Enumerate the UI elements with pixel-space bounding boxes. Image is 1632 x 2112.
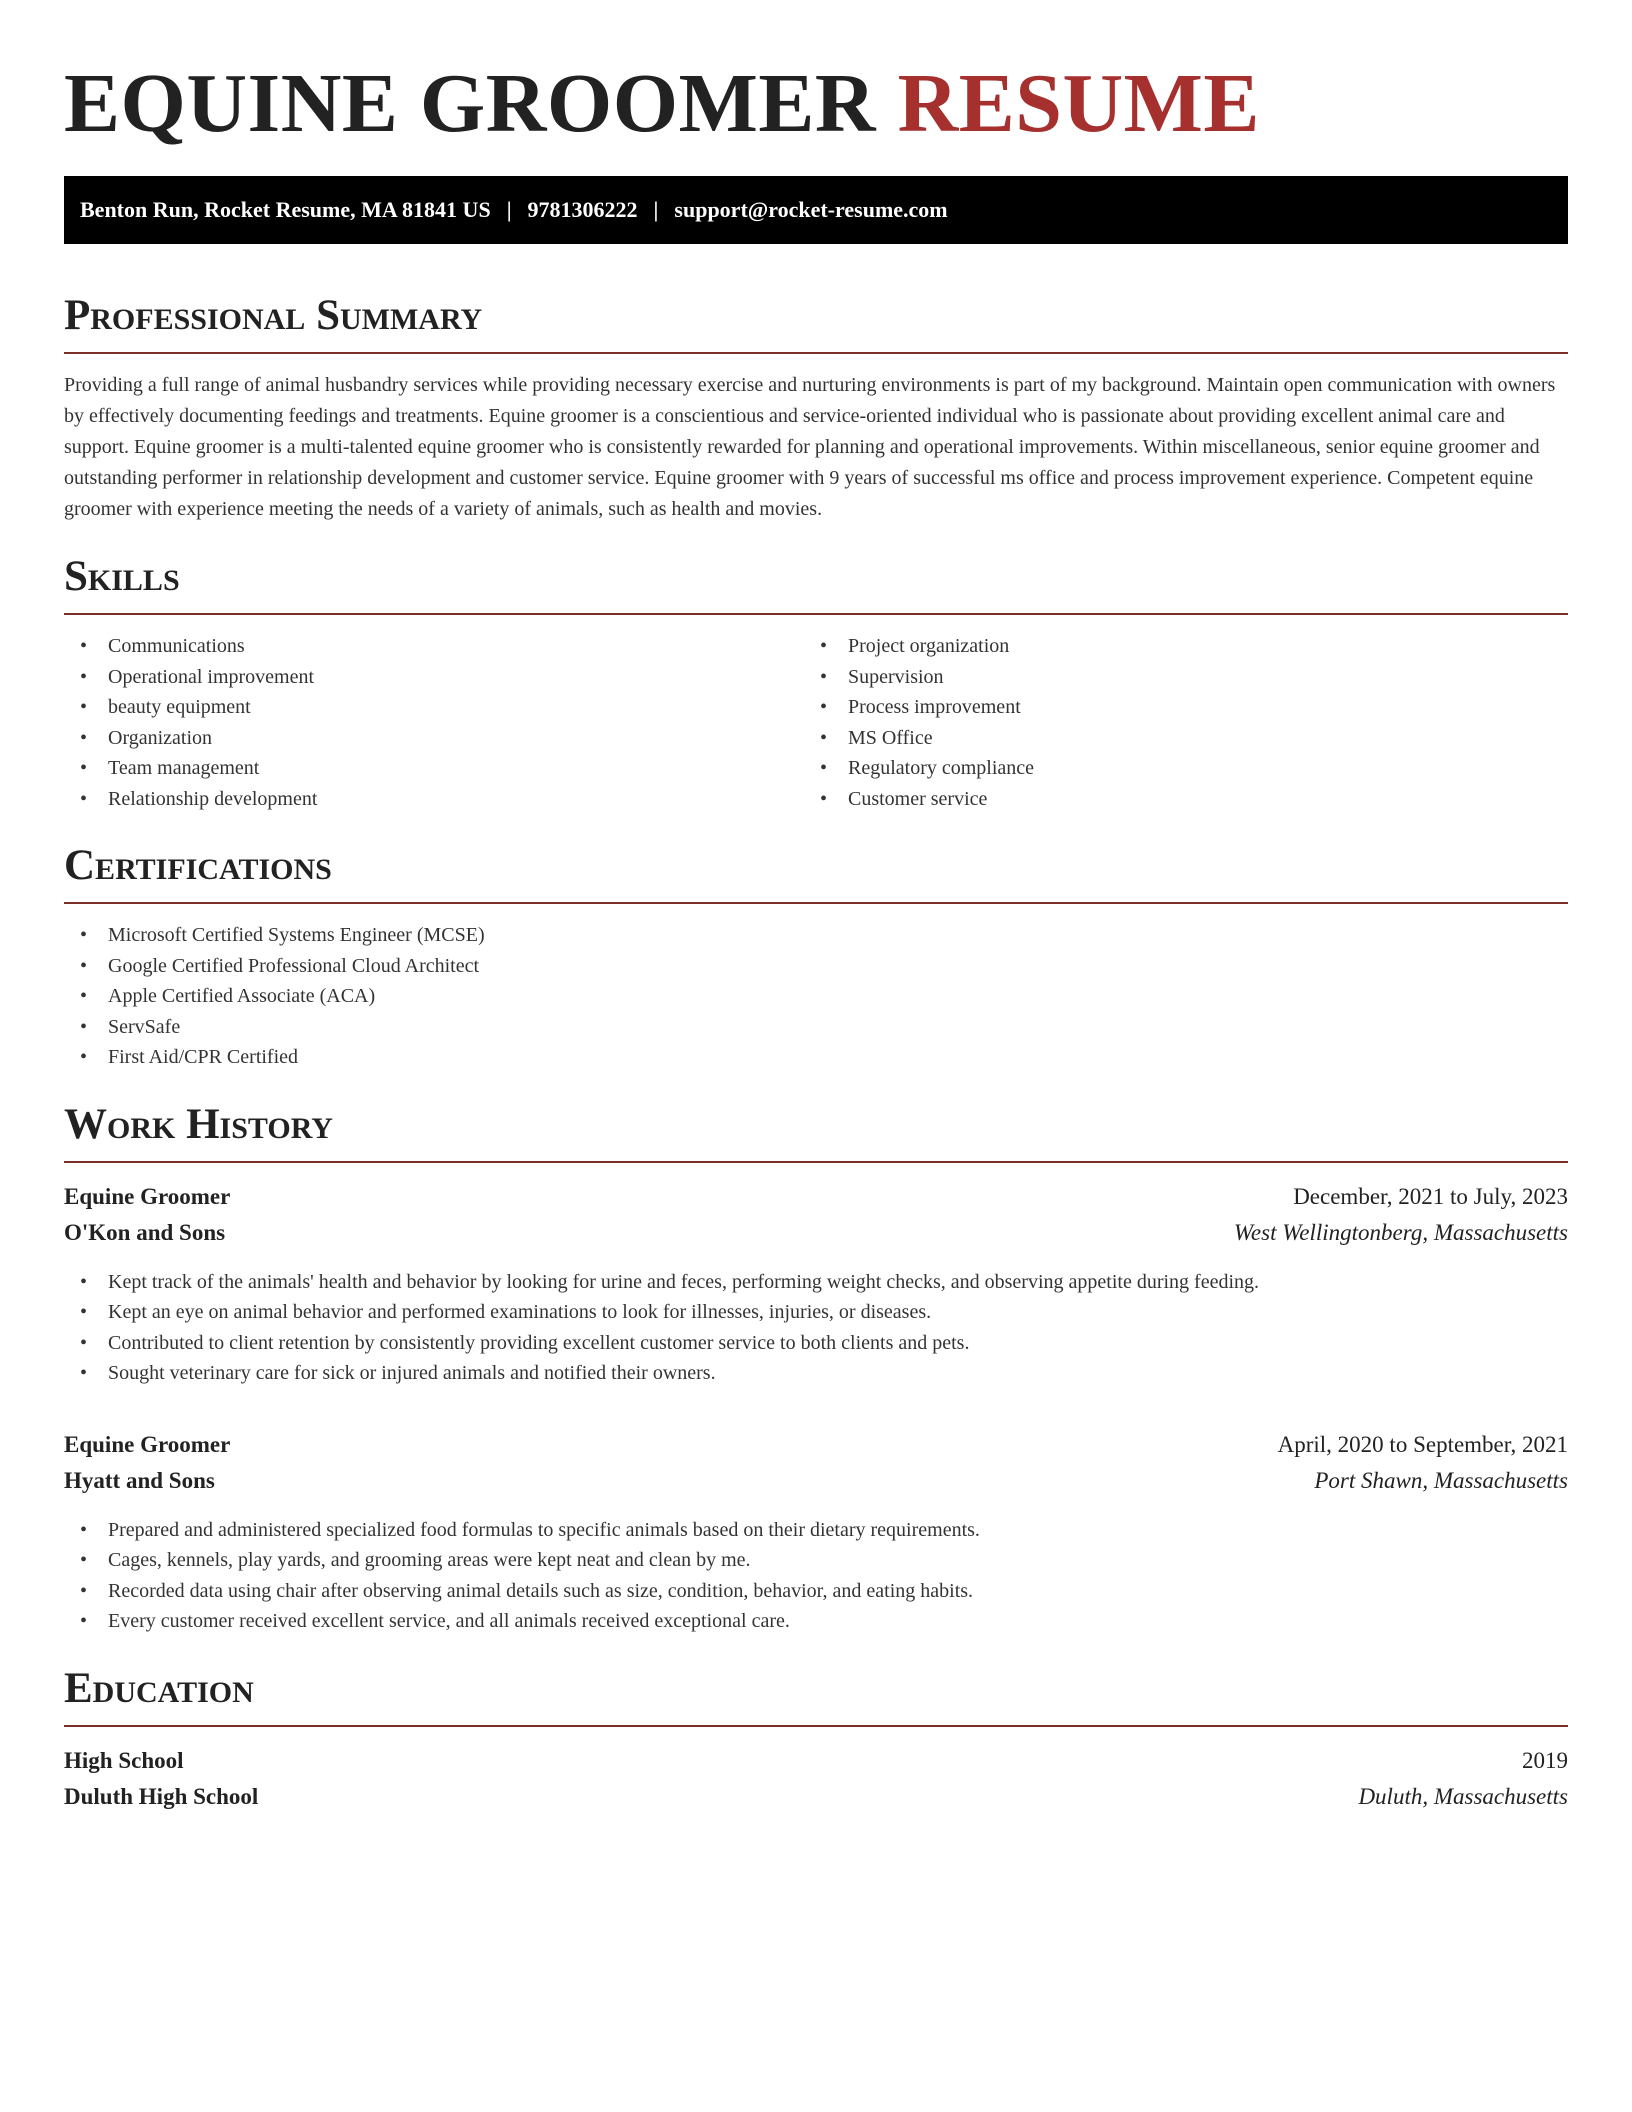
section-divider: [64, 613, 1568, 615]
certification-item: • ServSafe: [64, 1012, 1568, 1043]
job-duties-list: [64, 1267, 1568, 1389]
skill-item: • Organization: [64, 723, 804, 754]
job-duty-item: • Recorded data using chair after observing animal details such as size, condition, behavior, and eating habits.: [64, 1576, 1568, 1607]
job-company: O'Kon and Sons: [64, 1219, 226, 1245]
work-history-section: [64, 1099, 1568, 1637]
job-duty-item: • Every customer received excellent service, and all animals received exceptional care.: [64, 1606, 1568, 1637]
contact-bar: [64, 176, 1568, 244]
job-title: Equine Groomer: [64, 1431, 231, 1457]
section-divider: [64, 1161, 1568, 1163]
contact-separator: |: [653, 197, 659, 222]
education-entry: [64, 1743, 1568, 1815]
job-duty-item: • Contributed to client retention by consistently providing excellent customer service to both clients and pets.: [64, 1328, 1568, 1359]
contact-address: Benton Run, Rocket Resume, MA 81841 US: [80, 197, 491, 222]
certification-item: • First Aid/CPR Certified: [64, 1042, 1568, 1073]
skills-grid: [64, 631, 1568, 814]
skill-item: • MS Office: [804, 723, 1544, 754]
job-header-row: [64, 1427, 1568, 1463]
job-location: West Wellingtonberg, Massachusetts: [1233, 1219, 1568, 1245]
job-company-row: [64, 1215, 1568, 1251]
job-title: Equine Groomer: [64, 1183, 231, 1209]
education-location: Duluth, Massachusetts: [1358, 1783, 1568, 1809]
skill-item: • Regulatory compliance: [804, 753, 1544, 784]
education-section: [64, 1663, 1568, 1815]
job-duty-item: • Kept track of the animals' health and behavior by looking for urine and feces, performing weight checks, and observing appetite during feeding.: [64, 1267, 1568, 1298]
education-degree: High School: [64, 1747, 184, 1773]
contact-separator: |: [506, 197, 512, 222]
education-school: Duluth High School: [64, 1783, 259, 1809]
job-dates: December, 2021 to July, 2023: [1293, 1183, 1568, 1209]
skills-list-right: [804, 631, 1544, 814]
certification-item: • Google Certified Professional Cloud Architect: [64, 951, 1568, 982]
certifications-list: [64, 920, 1568, 1073]
job-dates: April, 2020 to September, 2021: [1277, 1431, 1568, 1457]
job-company: Hyatt and Sons: [64, 1467, 215, 1493]
skills-list-left: [64, 631, 804, 814]
skill-item: • Operational improvement: [64, 662, 804, 693]
job-entry: [64, 1427, 1568, 1637]
certification-item: • Microsoft Certified Systems Engineer (MCSE): [64, 920, 1568, 951]
skill-item: • beauty equipment: [64, 692, 804, 723]
skill-item: • Team management: [64, 753, 804, 784]
section-heading-education: Education: [64, 1664, 254, 1712]
summary-section: [64, 290, 1568, 525]
education-header-row: [64, 1743, 1568, 1779]
skill-item: • Communications: [64, 631, 804, 662]
summary-text: Providing a full range of animal husbandry services while providing necessary exercise and nurturing environments is part of my background. Maintain open communication with owners by effectively documenting feedings and treatments. Equine groomer is a conscientious and service-oriented individual who is passionate about providing excellent animal care and support. Equine groomer is a multi-talented equine groomer who is consistently rewarded for planning and operational improvements. Within miscellaneous, senior equine groomer and outstanding performer in relationship development and customer service. Equine groomer with 9 years of successful ms office and process improvement experience. Competent equine groomer with experience meeting the needs of a variety of animals, such as health and movies.: [64, 374, 1556, 520]
section-heading-certifications: Certifications: [64, 842, 332, 889]
title-accent: RESUME: [897, 57, 1260, 150]
job-duty-item: • Cages, kennels, play yards, and grooming areas were kept neat and clean by me.: [64, 1545, 1568, 1576]
education-school-row: [64, 1779, 1568, 1815]
section-heading-skills: Skills: [64, 553, 180, 600]
contact-email[interactable]: support@rocket-resume.com: [674, 197, 948, 222]
job-company-row: [64, 1463, 1568, 1499]
title-main: EQUINE GROOMER: [64, 57, 877, 150]
job-entry: [64, 1179, 1568, 1389]
section-divider: [64, 1725, 1568, 1727]
job-duty-item: • Sought veterinary care for sick or injured animals and notified their owners.: [64, 1358, 1568, 1389]
certification-item: • Apple Certified Associate (ACA): [64, 981, 1568, 1012]
certifications-section: [64, 840, 1568, 1073]
job-header-row: [64, 1179, 1568, 1215]
skill-item: • Project organization: [804, 631, 1544, 662]
section-divider: [64, 902, 1568, 904]
job-duties-list: [64, 1515, 1568, 1637]
skills-section: [64, 551, 1568, 814]
skill-item: • Process improvement: [804, 692, 1544, 723]
skill-item: • Supervision: [804, 662, 1544, 693]
skill-item: • Relationship development: [64, 784, 804, 815]
job-duty-item: • Kept an eye on animal behavior and performed examinations to look for illnesses, injuries, or diseases.: [64, 1297, 1568, 1328]
job-duty-item: • Prepared and administered specialized food formulas to specific animals based on their dietary requirements.: [64, 1515, 1568, 1546]
section-heading-work-history: Work History: [64, 1100, 333, 1148]
skill-item: • Customer service: [804, 784, 1544, 815]
job-location: Port Shawn, Massachusetts: [1314, 1467, 1568, 1493]
section-divider: [64, 352, 1568, 354]
resume-title: [64, 0, 1568, 152]
education-year: 2019: [1522, 1747, 1568, 1773]
contact-phone[interactable]: 9781306222: [527, 197, 638, 222]
section-heading-summary: Professional Summary: [64, 292, 483, 339]
